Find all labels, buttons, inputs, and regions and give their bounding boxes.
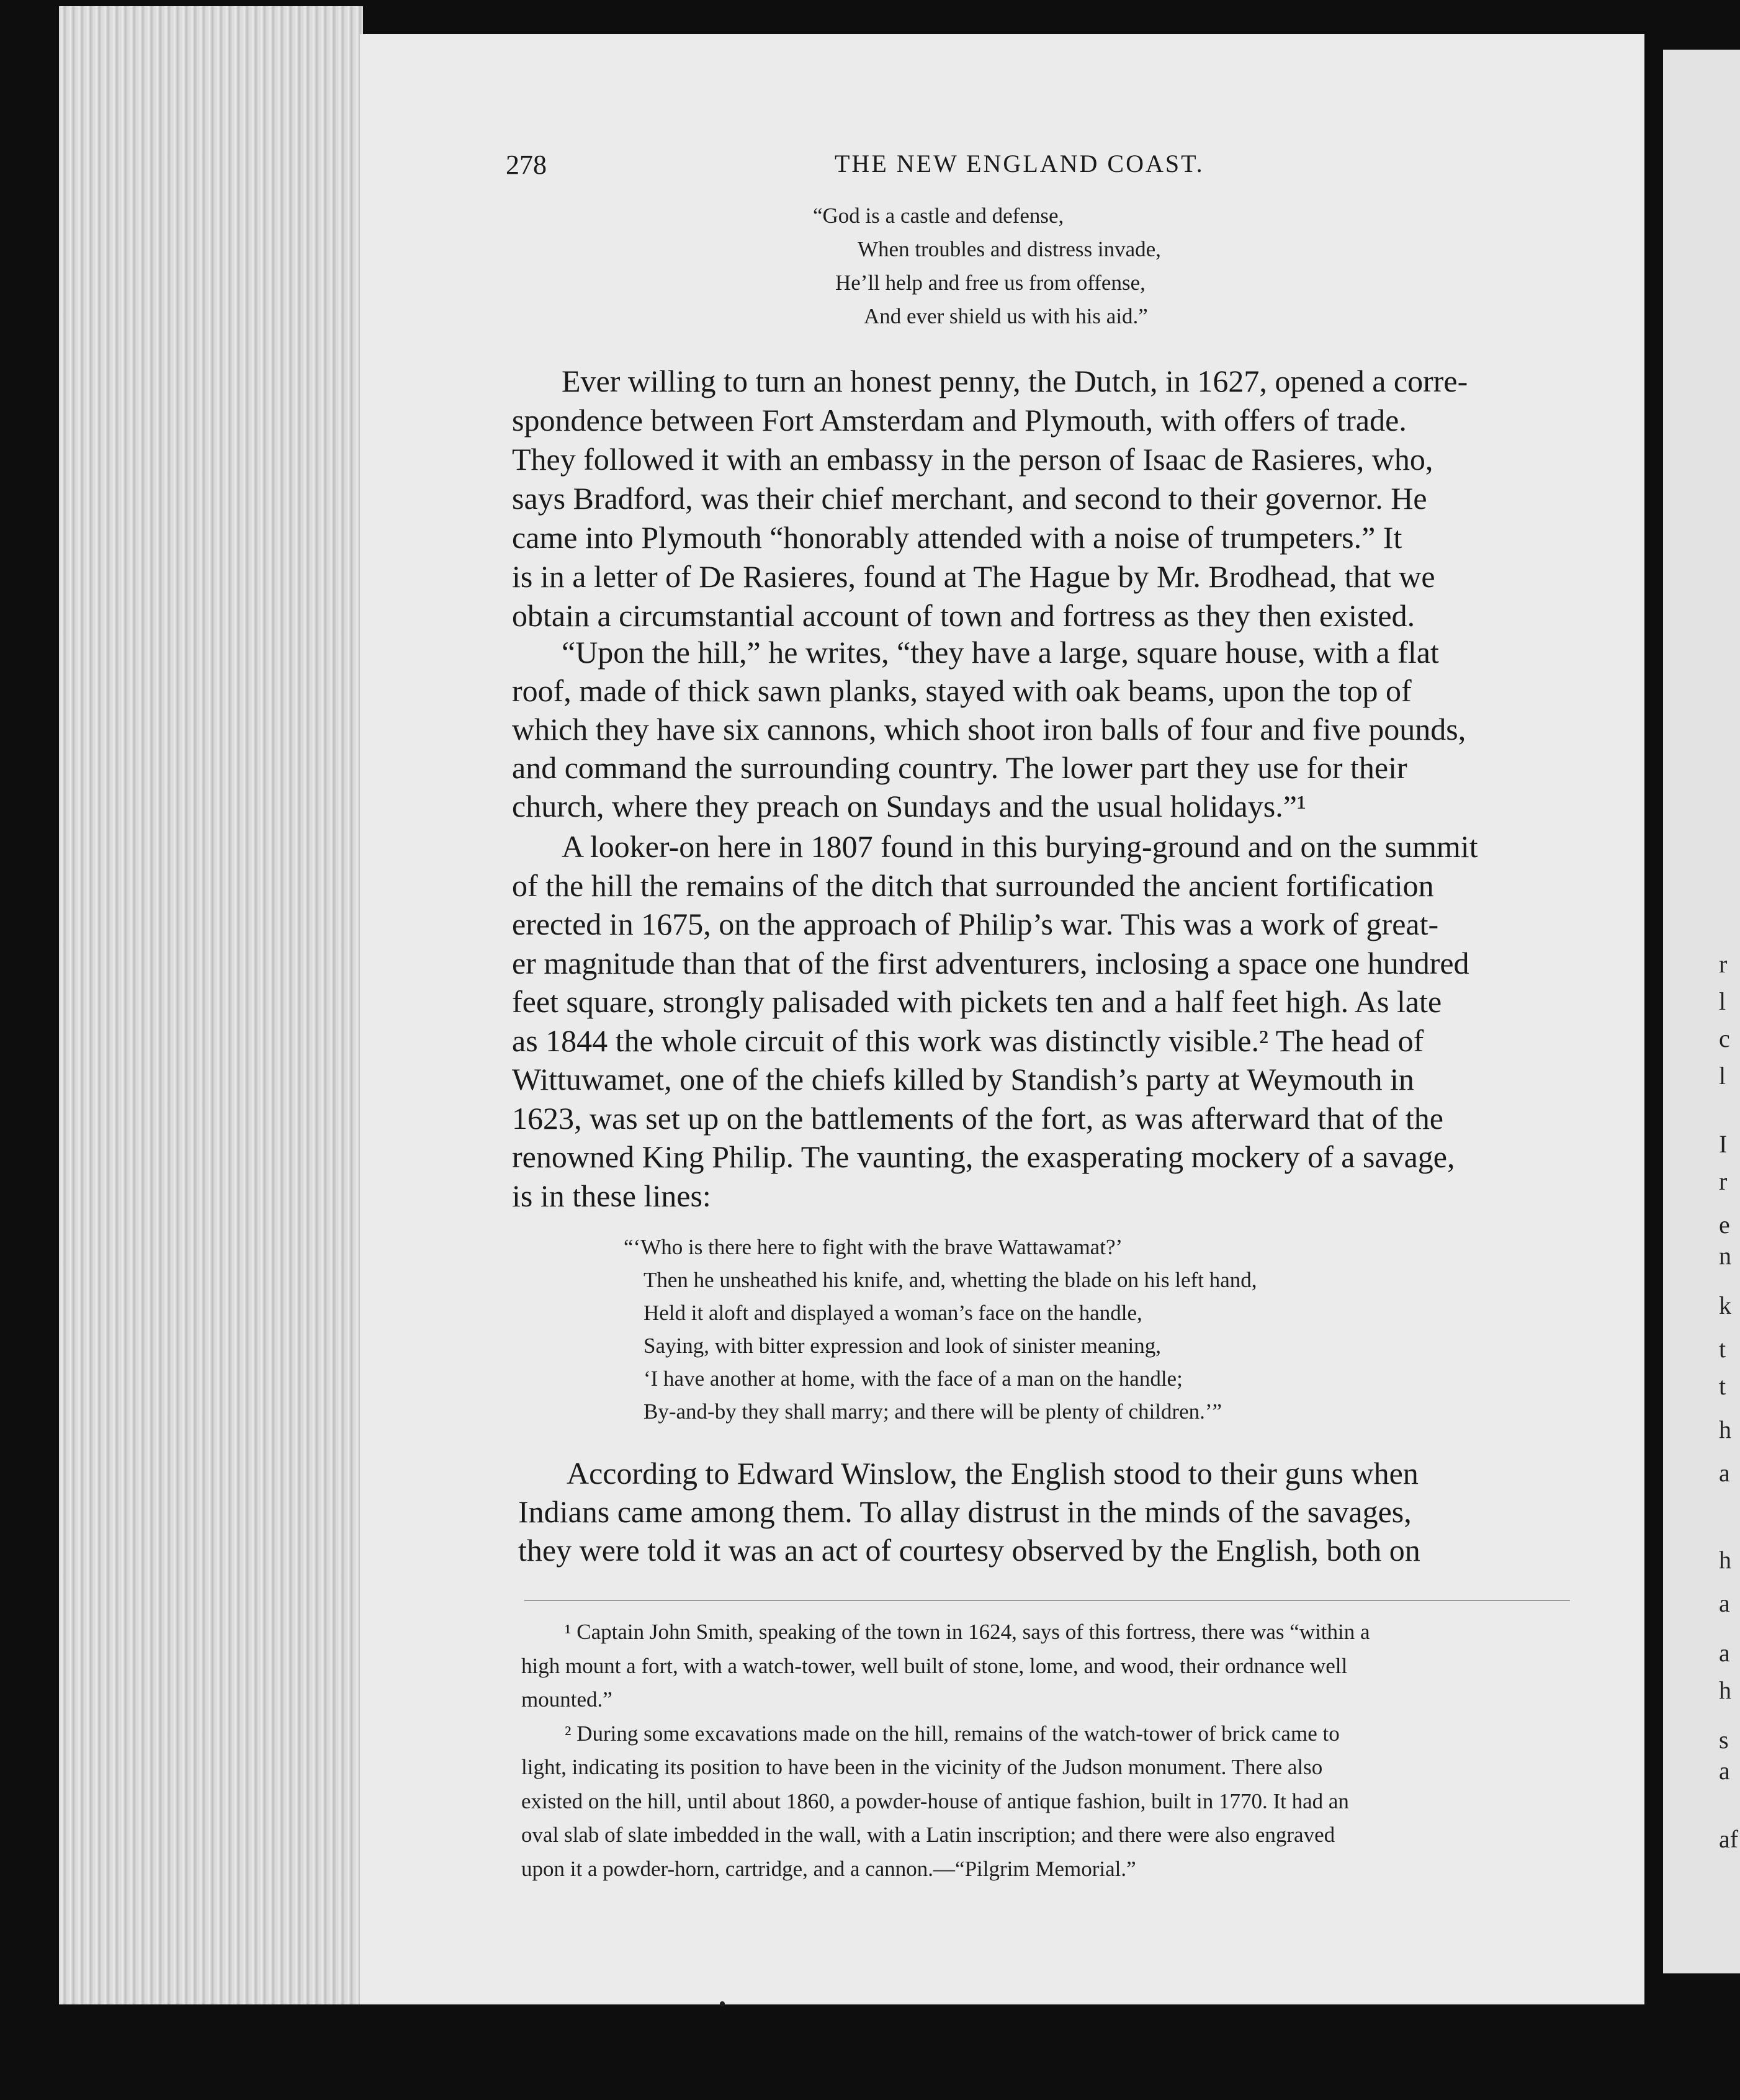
text-line: church, where they preach on Sundays and the usual holidays.”¹ [512,789,1306,823]
text-line: and command the surrounding country. The lower part they use for their [512,750,1407,785]
text-line: They followed it with an embassy in the person of Isaac de Rasieres, who, [512,442,1433,477]
text-line: Indians came among them. To allay distrust in the minds of the savages, [518,1494,1412,1529]
adjacent-page-fragment: r [1719,950,1728,978]
adjacent-page-fragment: a [1719,1459,1730,1487]
text-line: ² During some excavations made on the hill, remains of the watch-tower of brick came to [565,1721,1340,1746]
text-line: came into Plymouth “honorably attended with a noise of trumpeters.” It [512,520,1402,555]
adjacent-page-fragment: h [1719,1676,1731,1704]
text-line: roof, made of thick sawn planks, stayed with oak beams, upon the top of [512,673,1412,708]
verse-line: When troubles and distress invade, [858,237,1161,261]
verse-line: “‘Who is there here to fight with the brave Wattawamat?’ [624,1235,1123,1259]
adjacent-page-fragment: e [1719,1211,1730,1239]
adjacent-page-fragment: a [1719,1589,1730,1617]
page-header [506,149,1570,186]
verse-line: He’ll help and free us from offense, [835,271,1146,295]
text-line: renowned King Philip. The vaunting, the exasperating mockery of a savage, [512,1139,1455,1174]
text-line: high mount a fort, with a watch-tower, well built of stone, lome, and wood, their ordnance well [521,1653,1348,1678]
text-line: they were told it was an act of courtesy observed by the English, both on [518,1533,1420,1568]
text-line: “Upon the hill,” he writes, “they have a large, square house, with a flat [562,635,1439,670]
text-line: says Bradford, was their chief merchant, and second to their governor. He [512,481,1427,516]
adjacent-page-fragment: a [1719,1757,1730,1785]
text-line: erected in 1675, on the approach of Philip’s war. This was a work of great- [512,907,1439,941]
text-line: light, indicating its position to have been in the vicinity of the Judson monument. There also [521,1755,1323,1779]
text-line: feet square, strongly palisaded with pickets ten and a half feet high. As late [512,984,1442,1019]
adjacent-page-fragment: l [1719,987,1726,1015]
adjacent-page-fragment: l [1719,1062,1726,1090]
adjacent-page-fragment: h [1719,1546,1731,1574]
text-line: oval slab of slate imbedded in the wall, with a Latin inscription; and there were also engraved [521,1823,1335,1847]
running-head: THE NEW ENGLAND COAST. [835,150,1204,177]
text-line: upon it a powder-horn, cartridge, and a cannon.—“Pilgrim Memorial.” [521,1856,1136,1881]
text-line: ¹ Captain John Smith, speaking of the town in 1624, says of this fortress, there was “within a [565,1620,1370,1644]
page-number: 278 [506,150,547,180]
text-line: as 1844 the whole circuit of this work was distinctly visible.² The head of [512,1023,1424,1058]
text-line: is in a letter of De Rasieres, found at The Hague by Mr. Brodhead, that we [512,559,1435,594]
adjacent-page-fragment: h [1719,1416,1731,1443]
adjacent-page-fragment: c [1719,1025,1730,1052]
adjacent-page-fragment: n [1719,1242,1731,1270]
verse-line: “God is a castle and defense, [813,204,1064,228]
adjacent-page-fragment: t [1719,1372,1726,1400]
text-line: Wittuwamet, one of the chiefs killed by Standish’s party at Weymouth in [512,1062,1414,1097]
adjacent-page-fragment: s [1719,1726,1729,1754]
adjacent-page-fragment: k [1719,1291,1731,1319]
verse-line: ‘I have another at home, with the face of a man on the handle; [644,1366,1183,1391]
verse-line: Held it aloft and displayed a woman’s face on the handle, [644,1301,1142,1325]
page-speck [720,2001,725,2006]
text-line: existed on the hill, until about 1860, a powder-house of antique fashion, built in 1770. It had an [521,1788,1349,1813]
adjacent-page-fragment: t [1719,1335,1726,1363]
adjacent-page-fragment: r [1719,1167,1728,1195]
adjacent-page-fragment: a [1719,1639,1730,1667]
text-line: er magnitude than that of the first adventurers, inclosing a space one hundred [512,945,1469,980]
book-page-edges [59,6,363,2004]
text-line: mounted.” [521,1687,612,1712]
text-line: A looker-on here in 1807 found in this burying-ground and on the summit [562,829,1478,864]
verse-line: Then he unsheathed his knife, and, whetting the blade on his left hand, [644,1268,1257,1292]
verse-line: And ever shield us with his aid.” [864,304,1148,328]
text-line: spondence between Fort Amsterdam and Plymouth, with offers of trade. [512,403,1407,437]
verse-line: By-and-by they shall marry; and there will be plenty of children.’” [644,1399,1222,1424]
text-line: obtain a circumstantial account of town and fortress as they then existed. [512,598,1415,633]
adjacent-page-fragment: af [1719,1825,1739,1853]
verse-line: Saying, with bitter expression and look of sinister meaning, [644,1334,1162,1358]
adjacent-page-fragment: I [1719,1130,1728,1158]
footnote-rule [524,1600,1570,1601]
text-line: Ever willing to turn an honest penny, the Dutch, in 1627, opened a corre- [562,364,1468,398]
text-line: which they have six cannons, which shoot iron balls of four and five pounds, [512,712,1466,747]
text-line: According to Edward Winslow, the English stood to their guns when [567,1456,1419,1491]
text-line: 1623, was set up on the battlements of the fort, as was afterward that of the [512,1100,1443,1136]
text-line: is in these lines: [512,1178,711,1213]
text-line: of the hill the remains of the ditch that surrounded the ancient fortification [512,868,1434,903]
